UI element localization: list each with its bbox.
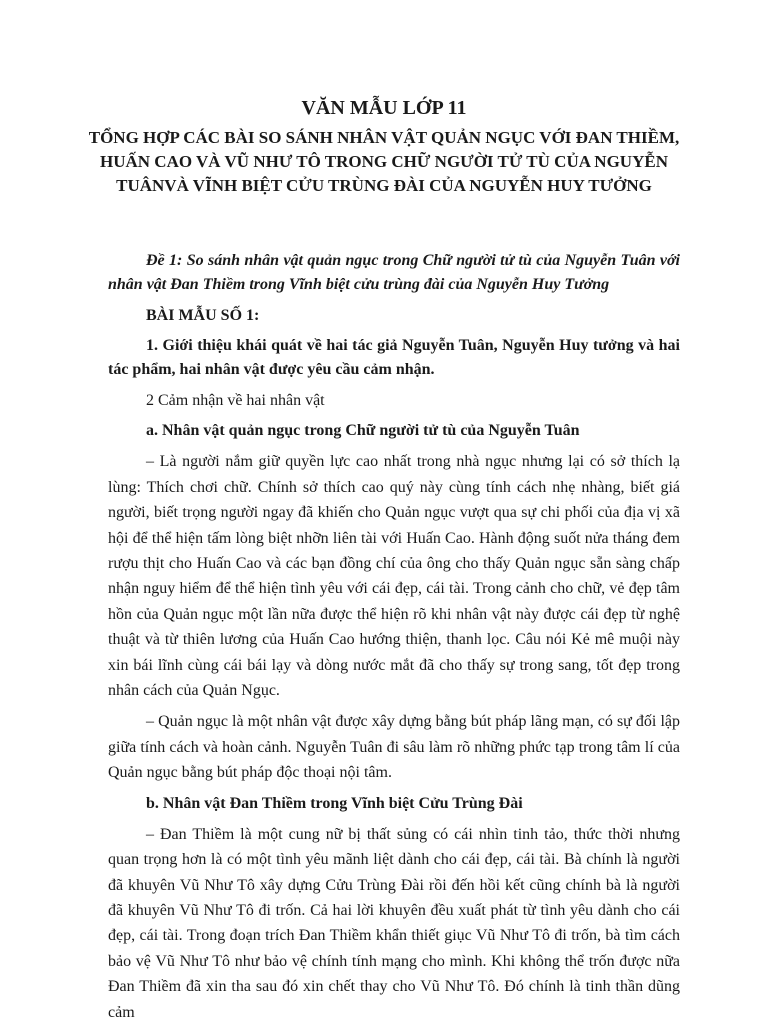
- document-heading: VĂN MẪU LỚP 11: [301, 97, 467, 119]
- section-1-heading: 1. Giới thiệu khái quát về hai tác giả Nguyễn Tuân, Nguyễn Huy tưởng và hai tác phẩm, hai nhân vật được yêu cầu cảm nhận.: [108, 337, 680, 378]
- sample-label: BÀI MẪU SỐ 1:: [146, 307, 260, 324]
- paragraph-2a-2: – Quản ngục là một nhân vật được xây dựng bằng bút pháp lãng mạn, có sự đối lập giữa tính cách và hoàn cảnh. Nguyễn Tuân đi sâu làm rõ những phức tạp trong tâm lí của Quản ngục bằng bút pháp độc thoại nội tâm.: [108, 713, 680, 782]
- section-2a-heading: a. Nhân vật quản ngục trong Chữ người tử tù của Nguyễn Tuân: [146, 422, 580, 440]
- paragraph-2b-1: – Đan Thiềm là một cung nữ bị thất sủng có cái nhìn tinh tảo, thức thời nhưng quan trọng hơn là có một tình yêu mãnh liệt dành cho cái đẹp, cái tài. Bà chính là người đã khuyên Vũ Như Tô xây dựng Cửu Trùng Đài rồi đến hồi kết cũng chính bà là người đã khuyên Vũ Như Tô đi trốn. Cả hai lời khuyên đều xuất phát từ tình yêu dành cho cái đẹp, cái tài. Trong đoạn trích Đan Thiềm khẩn thiết giục Vũ Như Tô đi trốn, bà tìm cách bảo vệ Vũ Như Tô như bảo vệ chính tính mạng cho mình. Khi không thể trốn được nữa Đan Thiềm đã xin tha sau đó xin chết thay cho Vũ Như Tô. Đó chính là tinh thần dũng cảm: [108, 825, 680, 1021]
- document-subtitle: TỔNG HỢP CÁC BÀI SO SÁNH NHÂN VẬT QUẢN NGỤC VỚI ĐAN THIỀM, HUẤN CAO VÀ VŨ NHƯ TÔ TRONG CHỮ NGƯỜI TỬ TÙ CỦA NGUYỄN TUÂNVÀ VĨNH BIỆT CỬU TRÙNG ĐÀI CỦA NGUYỄN HUY TƯỞNG: [88, 128, 680, 195]
- section-2b-heading: b. Nhân vật Đan Thiềm trong Vĩnh biệt Cửu Trùng Đài: [146, 794, 523, 812]
- paragraph-2a-1: – Là người nắm giữ quyền lực cao nhất trong nhà ngục nhưng lại có sở thích lạ lùng: Thích chơi chữ. Chính sở thích cao quý này cùng tính cách nhẹ nhàng, biết giá người, biết trọng người ngay đã khiến cho Quản ngục vượt qua sự chi phối của địa vị xã hội để thể hiện tấm lòng biệt nhỡn liên tài với Huấn Cao. Hành động suốt nửa tháng đem rượu thịt cho Huấn Cao và các bạn đồng chí của ông cho thấy Quản ngục sẵn sàng chấp nhận nguy hiểm để thể hiện tình yêu với cái đẹp, cái tài. Trong cảnh cho chữ, vẻ đẹp tâm hồn của Quản ngục một lần nữa được thể hiện rõ khi nhân vật này được cái đẹp từ nghệ thuật và từ thiên lương của Huấn Cao hướng thiện, thanh lọc. Câu nói Kẻ mê muội này xin bái lĩnh cùng cái bái lạy và dòng nước mắt đã cho thấy sự trong sang, tốt đẹp trong nhân cách của Quản Ngục.: [108, 453, 680, 700]
- section-2-heading: 2 Cảm nhận về hai nhân vật: [146, 392, 325, 409]
- essay-prompt: Đề 1: So sánh nhân vật quản ngục trong Chữ người tử tù của Nguyễn Tuân với nhân vật Đan Thiềm trong Vĩnh biệt cửu trùng đài của Nguyễn Huy Tưởng: [108, 252, 680, 293]
- document-body: [108, 249, 680, 1024]
- title-block: [80, 94, 688, 198]
